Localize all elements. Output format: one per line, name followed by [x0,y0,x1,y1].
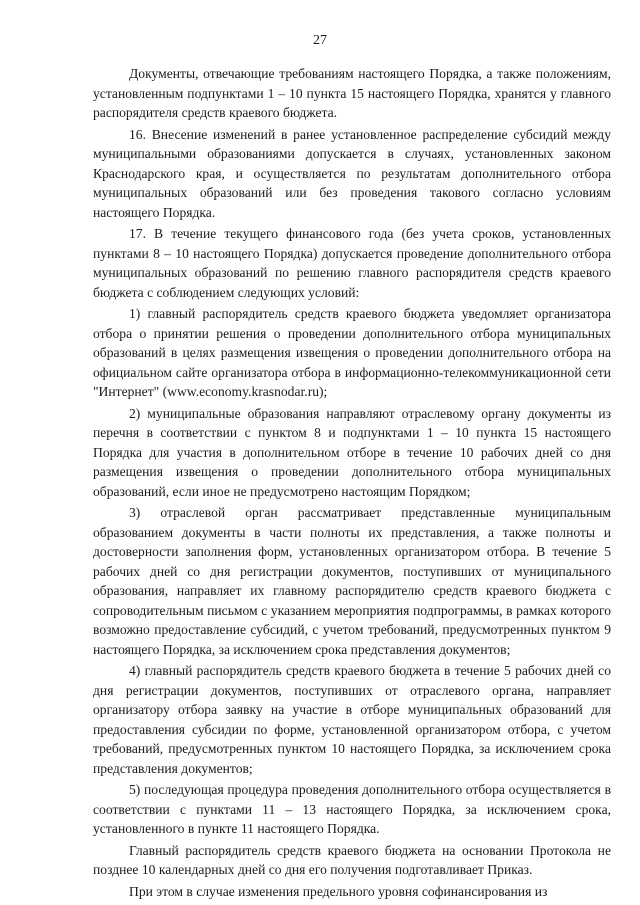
list-item-4-application: 4) главный распорядитель средств краевого бюджета в течение 5 рабочих дней со дня регистрации документов, поступивших от отраслевого органа, направляет организатору отбора заявку на участие в отборе муниципальных образований для предоставления субсидии по форме, установленной организатором отбора, с учетом требований, предусмотренных пунктом 10 настоящего Порядка, за исключением срока представления документов; [93,663,611,776]
list-item-5-procedure: 5) последующая процедура проведения дополнительного отбора осуществляется в соответствии с пунктами 11 – 13 настоящего Порядка, за исключением срока, установленного в пункте 11 настоящего Порядка. [93,782,611,836]
paragraph-16-subsidy-redistribution: 16. Внесение изменений в ранее установленное распределение субсидий между муниципальными образованиями допускается в случаях, установленных законом Краснодарского края, и осуществляется по результатам дополнительного отбора муниципальных образований или без проведения такового согласно условиям настоящего Порядка. [93,126,611,220]
paragraph-17-additional-selection: 17. В течение текущего финансового года (без учета сроков, установленных пунктами 8 – 10 настоящего Порядка) допускается проведение дополнительного отбора муниципальных образований по решению главного распорядителя средств краевого бюджета с соблюдением следующих условий: [93,226,611,300]
document-body [93,64,611,903]
paragraph-protocol-order: Главный распорядитель средств краевого бюджета на основании Протокола не позднее 10 календарных дней со дня его получения подготавливает Приказ. [93,842,611,877]
paragraph-cofinancing-change: При этом в случае изменения предельного уровня софинансирования из [129,883,548,899]
list-item-3-review: 3) отраслевой орган рассматривает представленные муниципальным образованием документы в части полноты их представления, а также полноты и достоверности заполнения форм, установленных организатором отбора. В течение 5 рабочих дней со дня регистрации документов, поступивших от муниципального образования, направляет их главному распорядителю средств краевого бюджета с сопроводительным письмом с указанием мероприятия подпрограммы, в рамках которого возможно предоставление субсидий, с учетом требований, предусмотренных пунктом 9 настоящего Порядка, за исключением срока представления документов; [93,505,611,657]
list-item-2-submission: 2) муниципальные образования направляют отраслевому органу документы из перечня в соответствии с пунктом 8 и подпунктами 1 – 10 пункта 15 настоящего Порядка для участия в дополнительном отборе в течение 10 рабочих дней со дня размещения извещения о проведении дополнительного отбора муниципальных образований, если иное не предусмотрено настоящим Порядком; [93,405,611,499]
paragraph-documents-storage: Документы, отвечающие требованиям настоящего Порядка, а также положениям, установленным подпунктами 1 – 10 пункта 15 настоящего Порядка, хранятся у главного распорядителя средств краевого бюджета. [93,66,611,120]
page-number: 27 [313,33,327,48]
list-item-1-notification: 1) главный распорядитель средств краевого бюджета уведомляет организатора отбора о принятии решения о проведении дополнительного отбора муниципальных образований в целях размещения извещения о проведении дополнительного отбора на официальном сайте организатора отбора в информационно-телекоммуникационной сети "Интернет" (www.economy.krasnodar.ru); [93,306,611,399]
